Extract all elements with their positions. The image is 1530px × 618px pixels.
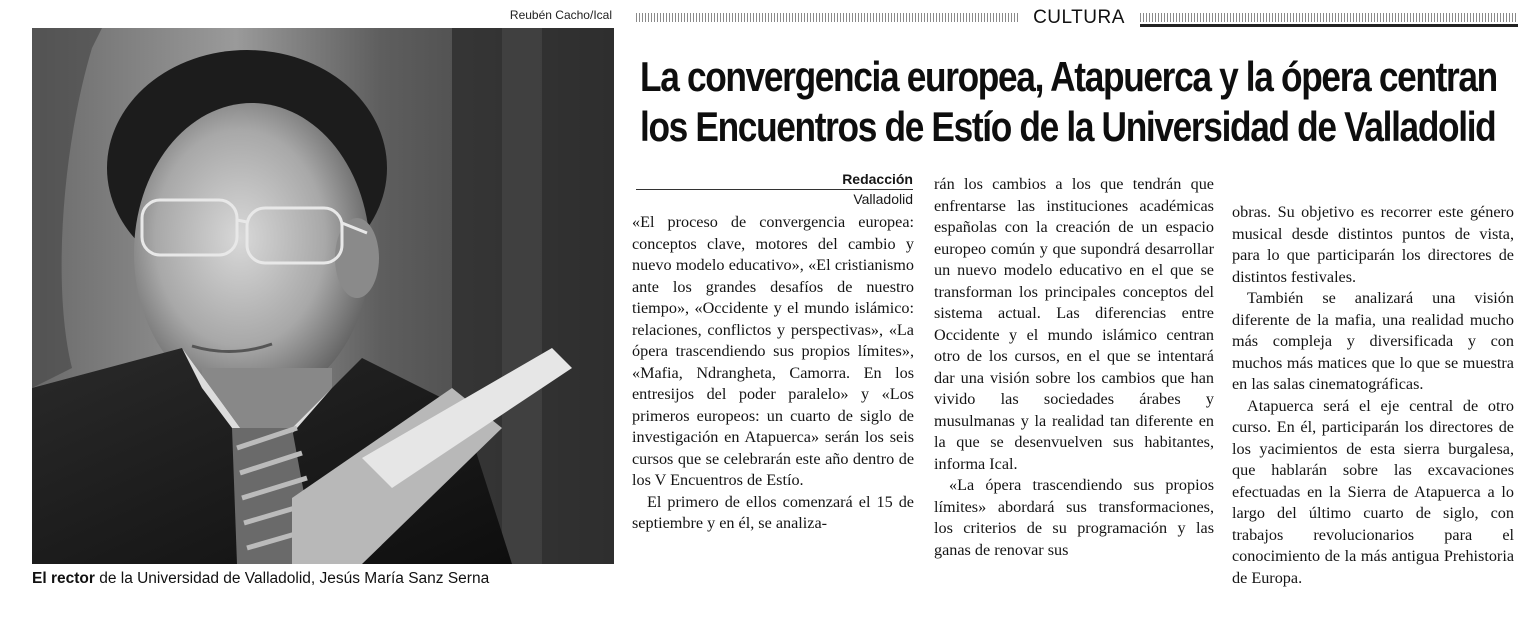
paragraph: «El proceso de convergencia europea: conceptos clave, motores del cambio y nuevo modelo educativo», «El cristianismo ante los grandes desafíos de nuestro tiempo», «Occidente y el mundo islámico: relaciones, conflictos y perspectivas», «La ópera trascendiendo sus propios límites», «Mafia, Ndrangheta, Camorra. En los entresijos del poder paralelo» y «Los primeros europeos: un cuarto de siglo de investigación en Atapuerca» serán los seis cursos que se celebrarán este año dentro de los V Encuentros de Estío. [632,213,914,489]
article-column-2 [934,174,1214,561]
article-column-1 [632,212,914,535]
section-hatch-right [1140,13,1518,22]
rector-portrait-image [32,28,614,564]
rector-photo [32,28,614,564]
section-hatch-left [636,13,1018,22]
byline-place: Valladolid [853,191,913,207]
section-header [636,6,1518,30]
paragraph: También se analizará una visión diferente de la mafia, una realidad mucho más compleja y diversificada y con muchos más matices que lo que se muestra en las salas cinematográficas. [1232,289,1514,393]
byline-author: Redacción [636,170,913,190]
headline-line-1: La convergencia europea, Atapuerca y la ópera centran [640,53,1497,100]
article-column-3 [1232,202,1514,589]
paragraph: rán los cambios a los que tendrán que enfrentarse las instituciones académicas españolas con la creación de un espacio europeo común y que supondrá desarrollar un nuevo modelo educativo en el que se transforman los principales conceptos del sistema actual. Las diferencias entre Occidente y el mundo islámico centran otro de los cursos, en el que se intentará dar una visión sobre los cambios que han vivido las sociedades árabes y musulmanas y la realidad tan diferente en la que se desenvuelven sus habitantes, informa Ical. [934,175,1214,473]
paragraph: «La ópera trascendiendo sus propios límites» abordará sus transformaciones, los criterios de su programación y las ganas de renovar sus [934,476,1214,559]
headline-line-2: los Encuentros de Estío de la Universidad de Valladolid [640,103,1496,150]
paragraph: El primero de ellos comenzará el 15 de septiembre y en él, se analiza- [632,492,914,532]
section-rule [1140,24,1518,27]
section-name: CULTURA [1033,7,1125,28]
paragraph: Atapuerca será el eje central de otro curso. En él, participarán los directores de los yacimientos de esta sierra burgalesa, que hablarán sobre las excavaciones efectuadas en la Sierra de Atapuerca a lo largo del último cuarto de siglo, con trabajos revolucionarios para el conocimiento de la más antigua Prehistoria de Europa. [1232,396,1514,587]
paragraph: obras. Su objetivo es recorrer este género musical desde distintos puntos de vista, para lo que participarán los directores de distintos festivales. [1232,203,1514,286]
photo-caption [32,570,622,588]
headline [640,52,1497,152]
caption-bold: El rector [32,570,95,587]
caption-text: de la Universidad de Valladolid, Jesús María Sanz Serna [94,570,490,587]
photo-credit: Reubén Cacho/Ical [509,8,612,22]
